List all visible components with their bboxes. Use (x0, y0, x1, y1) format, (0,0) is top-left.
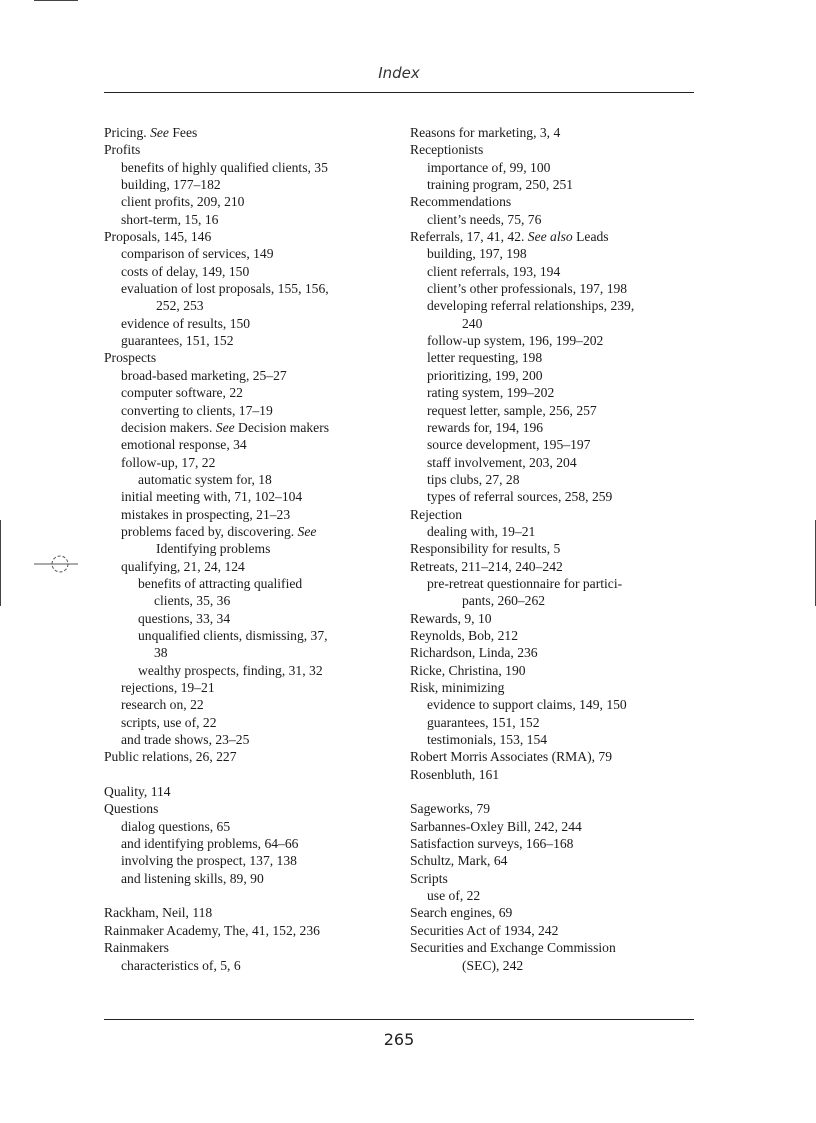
entry-text: dialog questions, 65 (121, 818, 231, 834)
entry-text: questions, 33, 34 (138, 610, 231, 626)
index-subentry (104, 957, 404, 974)
index-entry (410, 922, 700, 939)
index-entry (410, 748, 700, 765)
index-subentry (410, 367, 700, 384)
index-subentry (104, 679, 404, 696)
entry-text: benefits of attracting qualified (138, 575, 303, 591)
index-entry (104, 748, 404, 765)
entry-text: and identifying problems, 64–66 (121, 836, 299, 852)
index-subentry (410, 714, 700, 731)
index-subentry (104, 263, 404, 280)
entry-text: comparison of services, 149 (121, 246, 274, 262)
entry-text: client profits, 209, 210 (121, 194, 245, 210)
entry-text: Securities and Exchange Commission (410, 940, 616, 956)
index-entry (410, 835, 700, 852)
registration-mark-icon (34, 552, 78, 576)
index-subentry (410, 384, 700, 401)
entry-text: pants, 260–262 (462, 593, 546, 609)
entry-text: follow-up, 17, 22 (121, 454, 216, 470)
index-entry (410, 193, 700, 210)
index-entry (410, 904, 700, 921)
index-subentry (104, 211, 404, 228)
index-subentry (410, 575, 700, 592)
index-subentry (410, 349, 700, 366)
entry-text: Responsibility for results, 5 (410, 541, 561, 557)
index-entry (410, 540, 700, 557)
entry-text: benefits of highly qualified clients, 35 (121, 159, 328, 175)
crop-mark-left-edge (0, 520, 1, 606)
entry-text: Proposals, 145, 146 (104, 229, 212, 245)
entry-text: 252, 253 (156, 298, 204, 314)
index-entry (104, 800, 404, 817)
index-entry (104, 349, 404, 366)
index-subentry (104, 402, 404, 419)
see-target: Decision makers (234, 419, 330, 435)
index-subentry (104, 818, 404, 835)
entry-text: emotional response, 34 (121, 437, 247, 453)
entry-text: initial meeting with, 71, 102–104 (121, 489, 303, 505)
entry-text: guarantees, 151, 152 (121, 333, 234, 349)
index-gap (410, 783, 700, 800)
index-subentry (410, 436, 700, 453)
entry-text: Search engines, 69 (410, 905, 513, 921)
index-subentry (104, 454, 404, 471)
entry-text: testimonials, 153, 154 (427, 732, 548, 748)
entry-text: Pricing. (104, 125, 151, 140)
entry-text: client’s needs, 75, 76 (427, 211, 542, 227)
entry-text: Richardson, Linda, 236 (410, 645, 538, 661)
entry-text: Scripts (410, 870, 448, 886)
entry-text: tips clubs, 27, 28 (427, 471, 520, 487)
entry-text: scripts, use of, 22 (121, 714, 217, 730)
entry-text: Robert Morris Associates (RMA), 79 (410, 749, 613, 765)
see-reference: See (150, 125, 169, 140)
see-target: Leads (572, 229, 609, 245)
entry-text: Rainmakers (104, 940, 169, 956)
index-subentry (104, 193, 404, 210)
index-subentry (410, 454, 700, 471)
index-subentry (104, 506, 404, 523)
entry-text: Rejection (410, 506, 463, 522)
index-subentry (410, 523, 700, 540)
index-subentry (104, 870, 404, 887)
index-subentry (410, 731, 700, 748)
entry-text: types of referral sources, 258, 259 (427, 489, 613, 505)
see-reference: See (297, 523, 317, 539)
index-entry (410, 558, 700, 575)
crop-mark-top-left (34, 0, 78, 1)
entry-text: involving the prospect, 137, 138 (121, 853, 297, 869)
entry-text: evaluation of lost proposals, 155, 156, (121, 281, 329, 297)
index-subentry (104, 488, 404, 505)
index-subentry (104, 696, 404, 713)
index-gap (104, 766, 404, 783)
index-subentry (410, 280, 700, 297)
index-entry (410, 228, 700, 245)
index-subentry (104, 176, 404, 193)
index-entry (410, 627, 700, 644)
see-reference: See also (527, 229, 573, 245)
index-column-left (104, 124, 404, 974)
entry-text: Satisfaction surveys, 166–168 (410, 836, 574, 852)
entry-text: Public relations, 26, 227 (104, 749, 237, 765)
entry-text: Identifying problems (156, 541, 271, 557)
entry-text: client referrals, 193, 194 (427, 263, 561, 279)
entry-text: Sageworks, 79 (410, 801, 491, 817)
index-entry (410, 939, 700, 956)
entry-text: broad-based marketing, 25–27 (121, 367, 287, 383)
index-entry (410, 610, 700, 627)
index-subentry (104, 332, 404, 349)
entry-text: problems faced by, discovering. (121, 523, 298, 539)
entry-text: evidence of results, 150 (121, 315, 251, 331)
index-subentry (410, 887, 700, 904)
entry-text: developing referral relationships, 239, (427, 298, 635, 314)
index-entry (104, 228, 404, 245)
index-entry (410, 852, 700, 869)
entry-text: unqualified clients, dismissing, 37, (138, 627, 328, 643)
see-reference: See (215, 419, 235, 435)
index-entry (104, 904, 404, 921)
index-entry (104, 141, 404, 158)
index-subentry (104, 315, 404, 332)
entry-text: evidence to support claims, 149, 150 (427, 697, 627, 713)
footer-rule (104, 1019, 694, 1020)
entry-text: Schultz, Mark, 64 (410, 853, 508, 869)
index-subentry (104, 419, 404, 436)
entry-text: Questions (104, 801, 159, 817)
index-entry-continuation (104, 540, 404, 557)
index-subentry (104, 280, 404, 297)
index-subentry (410, 696, 700, 713)
entry-text: Reynolds, Bob, 212 (410, 627, 518, 643)
entry-text: and trade shows, 23–25 (121, 732, 250, 748)
entry-text: decision makers. (121, 419, 216, 435)
entry-text: use of, 22 (427, 888, 481, 904)
index-entry (410, 662, 700, 679)
header-rule (104, 92, 694, 93)
index-entry (410, 644, 700, 661)
index-entry-continuation (410, 957, 700, 974)
index-subentry (104, 714, 404, 731)
entry-text: 240 (462, 315, 483, 331)
index-subentry (104, 731, 404, 748)
index-subentry (104, 367, 404, 384)
entry-text: rejections, 19–21 (121, 680, 215, 695)
index-entry (104, 124, 404, 141)
entry-text: building, 197, 198 (427, 246, 527, 262)
index-entry (104, 783, 404, 800)
entry-text: (SEC), 242 (462, 957, 524, 973)
index-subentry (410, 176, 700, 193)
index-subentry (104, 610, 404, 627)
entry-text: staff involvement, 203, 204 (427, 454, 577, 470)
index-subentry (104, 159, 404, 176)
index-entry (410, 124, 700, 141)
entry-text: qualifying, 21, 24, 124 (121, 558, 245, 574)
entry-text: guarantees, 151, 152 (427, 714, 540, 730)
entry-text: research on, 22 (121, 697, 204, 713)
entry-text: follow-up system, 196, 199–202 (427, 333, 604, 349)
entry-text: Retreats, 211–214, 240–242 (410, 558, 563, 574)
index-entry (410, 766, 700, 783)
entry-text: importance of, 99, 100 (427, 159, 551, 175)
index-subentry (104, 852, 404, 869)
entry-text: Reasons for marketing, 3, 4 (410, 125, 561, 140)
running-head: Index (378, 64, 420, 82)
entry-text: building, 177–182 (121, 177, 221, 193)
entry-text: prioritizing, 199, 200 (427, 367, 543, 383)
entry-text: Risk, minimizing (410, 680, 505, 695)
entry-text: Profits (104, 142, 141, 158)
index-subentry (104, 384, 404, 401)
index-entry-continuation (104, 644, 404, 661)
entry-text: short-term, 15, 16 (121, 211, 219, 227)
index-entry-continuation (410, 315, 700, 332)
entry-text: computer software, 22 (121, 385, 243, 401)
page-number: 265 (383, 1030, 415, 1049)
entry-text: clients, 35, 36 (154, 593, 231, 609)
index-subentry (104, 436, 404, 453)
entry-text: Prospects (104, 350, 157, 366)
index-subentry (410, 159, 700, 176)
entry-text: Quality, 114 (104, 784, 171, 800)
entry-text: Referrals, 17, 41, 42. (410, 229, 528, 245)
index-subentry (410, 402, 700, 419)
index-subentry (410, 419, 700, 436)
index-subentry (104, 245, 404, 262)
entry-text: automatic system for, 18 (138, 471, 272, 487)
entry-text: Rewards, 9, 10 (410, 610, 492, 626)
index-subentry (410, 488, 700, 505)
entry-text: wealthy prospects, finding, 31, 32 (138, 662, 323, 678)
entry-text: pre-retreat questionnaire for partici- (427, 575, 623, 591)
entry-text: Rosenbluth, 161 (410, 766, 500, 782)
entry-text: Securities Act of 1934, 242 (410, 922, 559, 938)
entry-text: Sarbannes-Oxley Bill, 242, 244 (410, 818, 582, 834)
index-entry-continuation (410, 592, 700, 609)
index-entry-continuation (104, 297, 404, 314)
entry-text: Receptionists (410, 142, 484, 158)
index-subentry (410, 297, 700, 314)
entry-text: rating system, 199–202 (427, 385, 555, 401)
index-entry (104, 939, 404, 956)
index-subentry (410, 263, 700, 280)
entry-text: client’s other professionals, 197, 198 (427, 281, 628, 297)
index-column-right (410, 124, 700, 974)
entry-text: dealing with, 19–21 (427, 523, 536, 539)
index-entry (410, 506, 700, 523)
index-entry (410, 141, 700, 158)
index-subentry (104, 558, 404, 575)
index-entry (410, 800, 700, 817)
index-entry (410, 679, 700, 696)
index-entry (104, 922, 404, 939)
index-subentry (410, 211, 700, 228)
index-subentry (104, 662, 404, 679)
entry-text: characteristics of, 5, 6 (121, 957, 241, 973)
entry-text: Rackham, Neil, 118 (104, 905, 213, 921)
entry-text: mistakes in prospecting, 21–23 (121, 506, 291, 522)
index-subentry (410, 471, 700, 488)
index-gap (104, 887, 404, 904)
entry-text: Rainmaker Academy, The, 41, 152, 236 (104, 922, 320, 938)
index-subentry (104, 471, 404, 488)
entry-text: letter requesting, 198 (427, 350, 543, 366)
index-subentry (410, 245, 700, 262)
index-subentry (104, 523, 404, 540)
entry-text: training program, 250, 251 (427, 177, 574, 193)
index-subentry (104, 835, 404, 852)
entry-text: 38 (154, 645, 168, 661)
entry-text: Ricke, Christina, 190 (410, 662, 526, 678)
entry-text: rewards for, 194, 196 (427, 419, 544, 435)
index-entry (410, 870, 700, 887)
index-subentry (104, 627, 404, 644)
entry-text: and listening skills, 89, 90 (121, 870, 264, 886)
index-entry (410, 818, 700, 835)
entry-text: costs of delay, 149, 150 (121, 263, 250, 279)
index-entry-continuation (104, 592, 404, 609)
entry-text: source development, 195–197 (427, 437, 591, 453)
entry-text: converting to clients, 17–19 (121, 402, 273, 418)
entry-text: Recommendations (410, 194, 512, 210)
entry-text: request letter, sample, 256, 257 (427, 402, 597, 418)
index-subentry (104, 575, 404, 592)
see-target: Fees (168, 125, 198, 140)
index-subentry (410, 332, 700, 349)
